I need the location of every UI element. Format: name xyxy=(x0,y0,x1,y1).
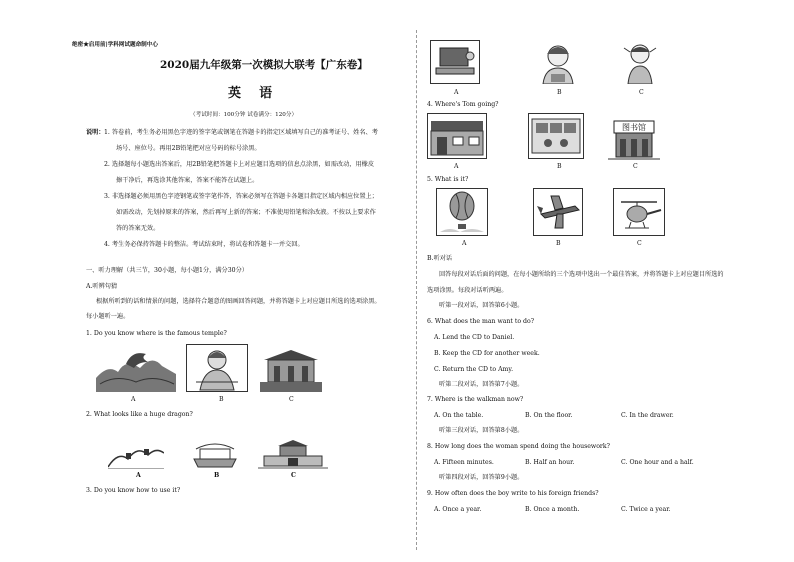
question-8: 8. How long does the woman spend doing the housework? xyxy=(427,443,610,450)
q2-picture-b xyxy=(192,437,238,469)
instruction-3b: 如需改动，先划掉原来的答案，然后再写上新的答案；不准使用铅笔和涂改液。不按以上要求作 xyxy=(116,209,376,216)
part-b-desc-a: 回答每段对话后面的问题，在每小题所给的三个选项中选出一个最佳答案，并将答题卡上对应题目所选的 xyxy=(439,271,724,278)
q2-option-a: A xyxy=(136,472,141,479)
q1-picture-c xyxy=(258,344,324,392)
q5-option-b: B xyxy=(556,240,561,247)
q2-option-c: C xyxy=(291,472,296,479)
question-5: 5. What is it? xyxy=(427,176,469,183)
q6-option-b: B. Keep the CD for another week. xyxy=(434,350,540,357)
subject-title: 英 语 xyxy=(228,86,273,101)
instruction-2a: 2. 选择题每小题选出答案后，用2B铅笔把答题卡上对应题目选项的信息点涂黑，如需改动，用橡皮 xyxy=(104,161,375,168)
q5-option-a: A xyxy=(462,240,467,247)
q3-option-c: C xyxy=(639,89,644,96)
part-b-title: B.听对话 xyxy=(427,255,453,262)
q3-picture-a xyxy=(430,40,480,84)
q2-picture-c xyxy=(258,436,328,470)
exam-time-line: （考试时间：100分钟 试卷满分：120分） xyxy=(190,112,298,118)
q3-picture-b xyxy=(533,40,583,84)
q3-picture-c xyxy=(620,40,660,84)
q8-option-b: B. Half an hour. xyxy=(525,459,575,466)
question-1: 1. Do you know where is the famous temple? xyxy=(86,330,227,337)
q3-option-b: B xyxy=(557,89,562,96)
part-a-desc-b: 每小题听一遍。 xyxy=(86,313,130,320)
q2-option-b: B xyxy=(214,472,220,479)
question-4: 4. Where's Tom going? xyxy=(427,101,499,108)
listen-prompt-1: 听第一段对话，回答第6小题。 xyxy=(439,302,524,309)
q4-picture-b xyxy=(528,113,584,159)
section-title: 一、听力理解（共三节，30小题，每小题1分，满分30分） xyxy=(86,267,248,274)
q8-option-a: A. Fifteen minutes. xyxy=(434,459,494,466)
part-a-desc-a: 根据所听到的话和情景的问题，选择符合题意的图画回答问题，并将答题卡上对应题目所选的选项涂黑。 xyxy=(96,298,381,305)
q7-option-a: A. On the table. xyxy=(434,412,484,419)
question-3: 3. Do you know how to use it? xyxy=(86,487,181,494)
q2-picture-a xyxy=(108,437,164,469)
part-a-title: A.听辨句猜 xyxy=(86,283,118,290)
q8-option-c: C. One hour and a half. xyxy=(621,459,694,466)
column-divider xyxy=(416,30,417,550)
instruction-1b: 场号、座位号。再用2B铅笔把对应号码的标号涂黑。 xyxy=(116,145,261,152)
listen-prompt-2: 听第二段对话，回答第7小题。 xyxy=(439,381,524,388)
q4-option-a: A xyxy=(454,163,459,170)
instruction-2b: 擦干净后，再选涂其他答案，答案不能答在试题上。 xyxy=(116,177,259,184)
listen-prompt-3: 听第三段对话，回答第8小题。 xyxy=(439,427,524,434)
q4-option-c: C xyxy=(633,163,638,170)
q5-picture-b xyxy=(533,188,583,236)
instruction-4: 4. 考生务必保持答题卡的整洁。考试结束时，将试卷和答题卡一并交回。 xyxy=(104,241,304,248)
part-b-desc-b: 选项涂黑。每段对话听两遍。 xyxy=(427,287,508,294)
instruction-3a: 3. 非选择题必须用黑色字迹钢笔或签字笔作答，答案必须写在答题卡各题目指定区域内相应位置上； xyxy=(104,193,378,200)
q5-option-c: C xyxy=(637,240,642,247)
q9-option-a: A. Once a year. xyxy=(434,506,482,513)
listen-prompt-4: 听第四段对话，回答第9小题。 xyxy=(439,474,524,481)
q1-option-a: A xyxy=(131,396,136,403)
q4-picture-a xyxy=(427,113,487,159)
q6-option-a: A. Lend the CD to Daniel. xyxy=(434,334,515,341)
question-9: 9. How often does the boy write to his foreign friends? xyxy=(427,490,599,497)
q4-option-b: B xyxy=(557,163,562,170)
q1-picture-b xyxy=(186,344,248,392)
q9-option-b: B. Once a month. xyxy=(525,506,580,513)
question-7: 7. Where is the walkman now? xyxy=(427,396,524,403)
instructions-label: 说明： xyxy=(86,129,105,136)
question-2: 2. What looks like a huge dragon? xyxy=(86,411,193,418)
q9-option-c: C. Twice a year. xyxy=(621,506,671,513)
secret-line: 绝密★启用前|学科网试题命制中心 xyxy=(72,42,158,48)
q5-picture-a xyxy=(436,188,488,236)
q7-option-b: B. On the floor. xyxy=(525,412,573,419)
q7-option-c: C. In the drawer. xyxy=(621,412,674,419)
q6-option-c: C. Return the CD to Amy. xyxy=(434,366,514,373)
question-6: 6. What does the man want to do? xyxy=(427,318,535,325)
exam-title: 2020届九年级第一次模拟大联考【广东卷】 xyxy=(160,59,368,71)
q4-picture-c xyxy=(606,111,662,161)
instruction-1a: 1. 答卷前，考生务必用黑色字迹的签字笔或钢笔在答题卡的指定区域填写自己的准考证号、姓名、考 xyxy=(104,129,378,136)
instruction-3c: 答的答案无效。 xyxy=(116,225,160,232)
library-sign-text: 图书馆 xyxy=(622,123,646,132)
q1-option-c: C xyxy=(289,396,294,403)
q1-picture-a xyxy=(96,344,176,392)
q3-option-a: A xyxy=(454,89,459,96)
q5-picture-c xyxy=(613,188,665,236)
q1-option-b: B xyxy=(219,396,224,403)
